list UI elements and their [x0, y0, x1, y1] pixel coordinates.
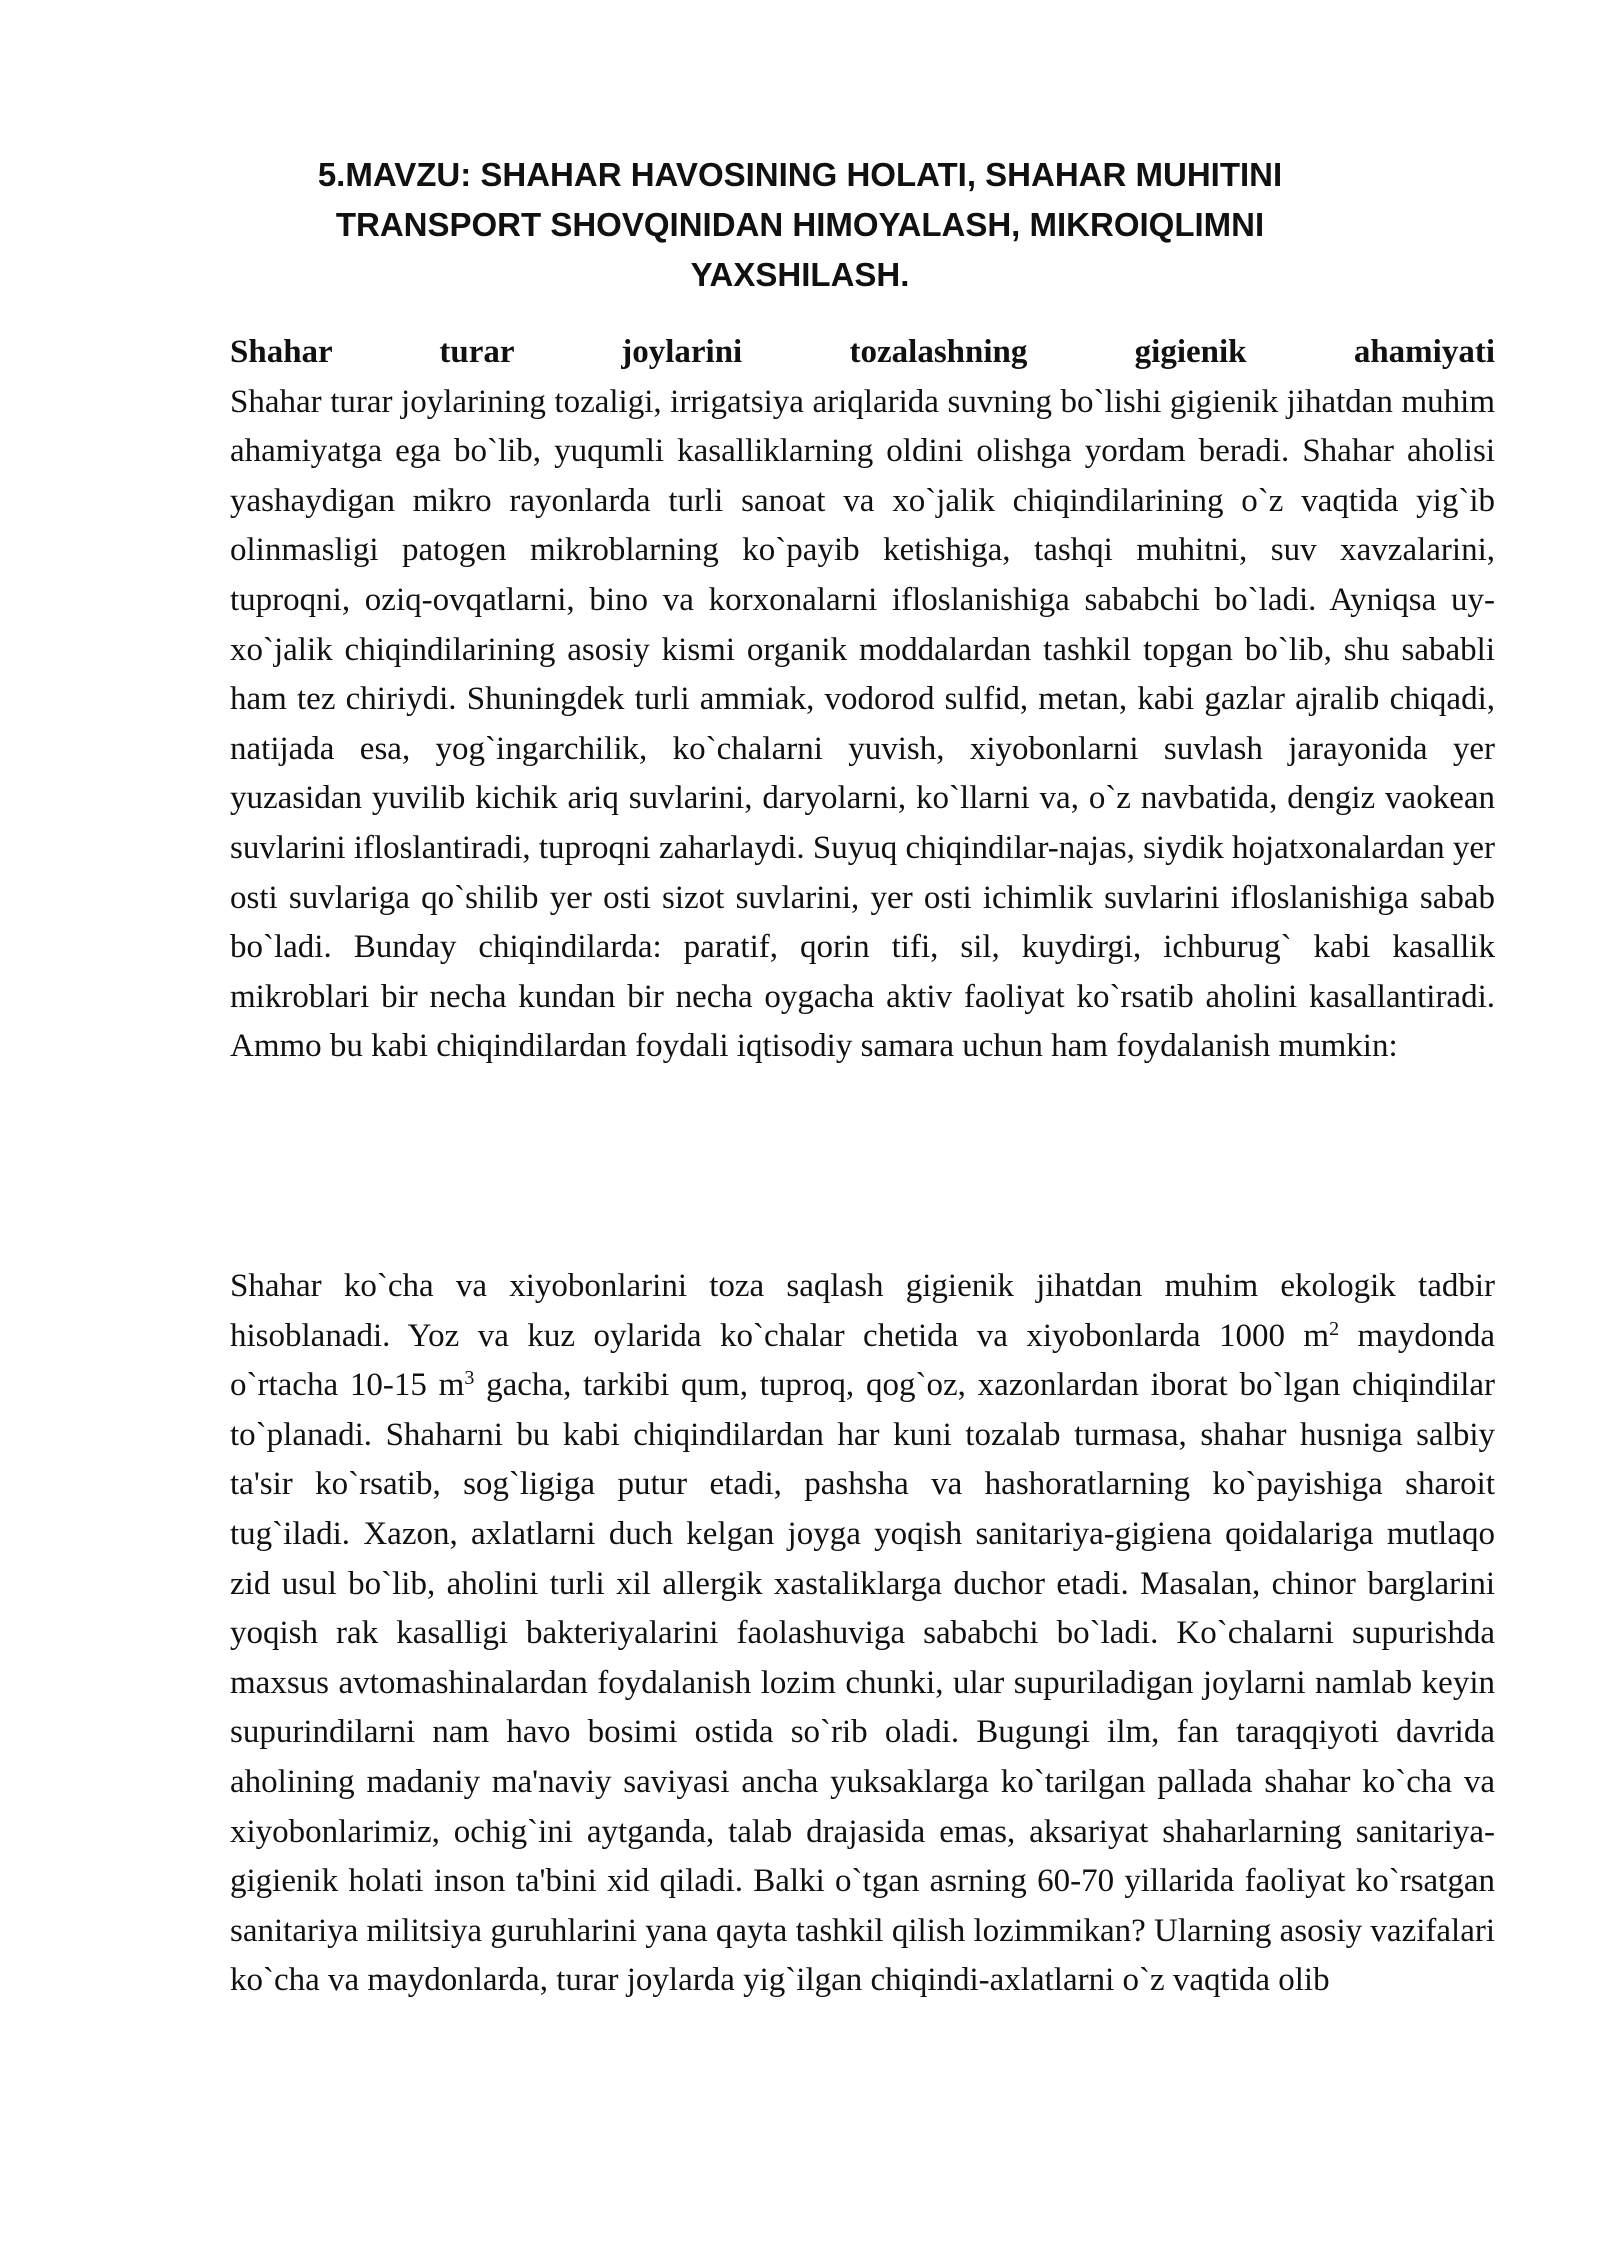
paragraph-1 — [230, 328, 1495, 1072]
superscript-squared: 2 — [1329, 1317, 1340, 1340]
page-title — [230, 150, 1370, 300]
paragraph-2-text-a: Shahar ko`cha va xiyobonlarini toza saqlash gigienik jihatdan muhim ekologik tadbir hisoblanadi. Yoz va kuz oylarida ko`chalar chetida va xiyobonlarda 1000 m — [230, 1268, 1495, 1354]
title-line-1: 5.MAVZU: SHAHAR HAVOSINING HOLATI, SHAHAR MUHITINI — [317, 156, 1283, 193]
superscript-cubed: 3 — [464, 1367, 475, 1390]
paragraph-2 — [230, 1262, 1495, 2006]
paragraph-1-text: Shahar turar joylarining tozaligi, irrigatsiya ariqlarida suvning bo`lishi gigienik jihatdan muhim ahamiyatga ega bo`lib, yuqumli kasalliklarning oldini olishga yordam beradi. Shahar aholisi yashaydigan mikro rayonlarda turli sanoat va xo`jalik chiqindilarining o`z vaqtida yig`ib olinmasligi patogen mikroblarning ko`payib ketishiga, tashqi muhitni, suv xavzalarini, tuproqni, oziq-ovqatlarni, bino va korxonalarni ifloslanishiga sababchi bo`ladi. Ayniqsa uy-xo`jalik chiqindilarining asosiy kismi organik moddalardan tashkil topgan bo`lib, shu sababli ham tez chiriydi. Shuningdek turli ammiak, vodorod sulfid, metan, kabi gazlar ajralib chiqadi, natijada esa, yog`ingarchilik, ko`chalarni yuvish, xiyobonlarni suvlash jarayonida yer yuzasidan yuvilib kichik ariq suvlarini, daryolarni, ko`llarni va, o`z navbatida, dengiz vaokean suvlarini ifloslantiradi, tuproqni zaharlaydi. Suyuq chiqindilar-najas, siydik hojatxonalardan yer osti suvlariga qo`shilib yer osti sizot suvlarini, yer osti ichimlik suvlarini ifloslanishiga sabab bo`ladi. Bunday chiqindilarda: paratif, qorin tifi, sil, kuydirgi, ichburug` kabi kasallik mikroblari bir necha kundan bir necha oygacha aktiv faoliyat ko`rsatib aholini kasallantiradi. Ammo bu kabi chiqindilardan foydali iqtisodiy samara uchun ham foydalanish mumkin: — [230, 383, 1495, 1065]
paragraph-2-text-b: maydonda o`rtacha 10-15 m — [230, 1317, 1495, 1404]
title-line-3: YAXSHILASH. — [690, 256, 910, 293]
paragraph-2-text-c: gacha, tarkibi qum, tuproq, qog`oz, xazonlardan iborat bo`lgan chiqindilar to`planadi. Shaharni bu kabi chiqindilardan har kuni tozalab turmasa, shahar husniga salbiy ta'sir ko`rsatib, sog`ligiga putur etadi, pashsha va hashoratlarning ko`payishiga sharoit tug`iladi. Xazon, axlatlarni duch kelgan joyga yoqish sanitariya-gigiena qoidalariga mutlaqo zid usul bo`lib, aholini turli xil allergik xastaliklarga duchor etadi. Masalan, chinor barglarini yoqish rak kasalligi bakteriyalarini faolashuviga sababchi bo`ladi. Ko`chalarni supurishda maxsus avtomashinalardan foydalanish lozim chunki, ular supuriladigan joylarni namlab keyin supurindilarni nam havo bosimi ostida so`rib oladi. Bugungi ilm, fan taraqqiyoti davrida aholining madaniy ma'naviy saviyasi ancha yuksaklarga ko`tarilgan pallada shahar ko`cha va xiyobonlarimiz, ochig`ini aytganda, talab drajasida emas, aksariyat shaharlarning sanitariya-gigienik holati inson ta'bini xid qiladi. Balki o`tgan asrning 60-70 yillarida faoliyat ko`rsatgan sanitariya militsiya guruhlarini yana qayta tashkil qilish lozimmikan? Ularning asosiy vazifalari ko`cha va maydonlarda, turar joylarda yig`ilgan chiqindi-axlatlarni o`z vaqtida olib — [230, 1367, 1496, 1999]
title-line-2: TRANSPORT SHOVQINIDAN HIMOYALASH, MIKROIQLIMNI — [335, 206, 1265, 243]
section-heading: Shahar turar joylarini tozalashning gigienik ahamiyati — [230, 334, 1495, 370]
